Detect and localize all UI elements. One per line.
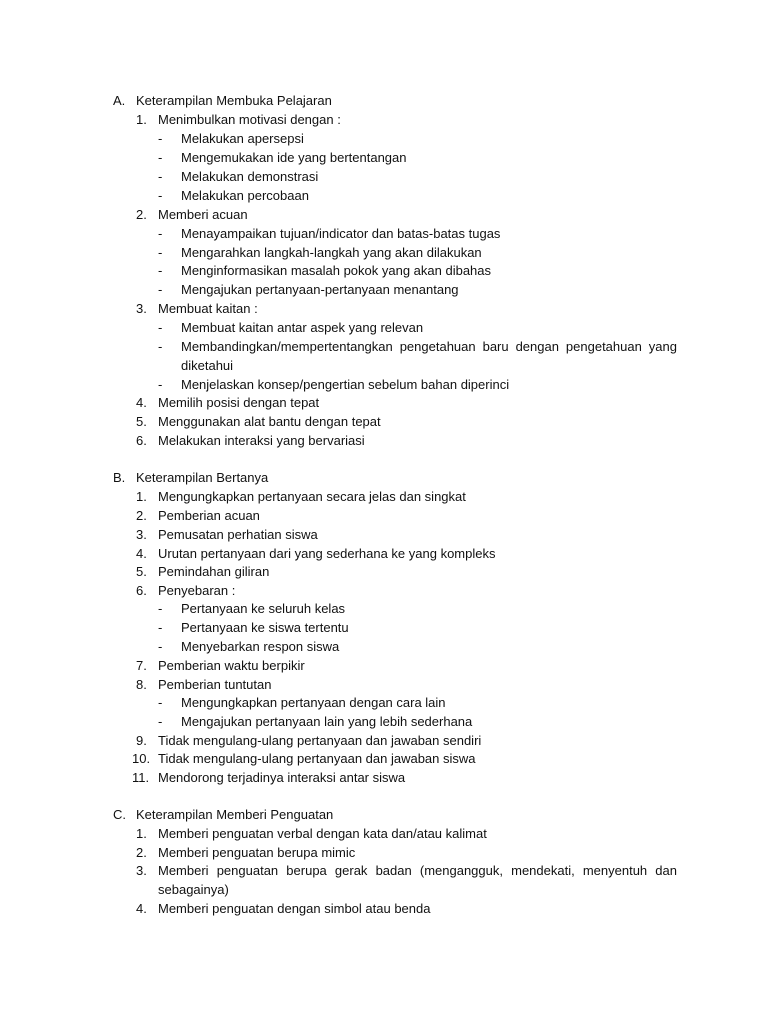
dash-bullet: - — [158, 639, 163, 654]
dash-bullet: - — [158, 188, 163, 203]
sub-item: Membandingkan/mempertentangkan pengetahuan baru dengan pengetahuan yang — [181, 339, 677, 354]
sub-item: Melakukan apersepsi — [181, 131, 304, 146]
section-title: Keterampilan Bertanya — [136, 470, 269, 485]
list-item: Pemusatan perhatian siswa — [158, 527, 318, 542]
list-item: Pemberian tuntutan — [158, 677, 272, 692]
sub-item: Melakukan percobaan — [181, 188, 309, 203]
sub-item: Menayampaikan tujuan/indicator dan batas-batas tugas — [181, 226, 501, 241]
item-number: 2. — [136, 508, 147, 523]
section-letter: A. — [113, 93, 126, 108]
list-item: Memberi penguatan dengan simbol atau benda — [158, 901, 431, 916]
list-item: Mengungkapkan pertanyaan secara jelas dan singkat — [158, 489, 466, 504]
dash-bullet: - — [158, 131, 163, 146]
list-item: Mendorong terjadinya interaksi antar siswa — [158, 770, 406, 785]
list-item-continuation: sebagainya) — [158, 882, 229, 897]
dash-bullet: - — [158, 601, 163, 616]
item-number: 10. — [132, 751, 151, 766]
item-number: 2. — [136, 845, 147, 860]
sub-item: Pertanyaan ke seluruh kelas — [181, 601, 346, 616]
list-item: Tidak mengulang-ulang pertanyaan dan jawaban siswa — [158, 751, 476, 766]
list-item: Membuat kaitan : — [158, 301, 258, 316]
list-item: Pemindahan giliran — [158, 564, 270, 579]
item-number: 11. — [132, 770, 150, 785]
sub-item: Menyebarkan respon siswa — [181, 639, 340, 654]
list-item: Melakukan interaksi yang bervariasi — [158, 433, 365, 448]
list-item: Pemberian acuan — [158, 508, 260, 523]
list-item: Memberi penguatan verbal dengan kata dan/atau kalimat — [158, 826, 487, 841]
list-item: Memilih posisi dengan tepat — [158, 395, 320, 410]
sub-item-continuation: diketahui — [181, 358, 234, 373]
dash-bullet: - — [158, 714, 163, 729]
dash-bullet: - — [158, 695, 163, 710]
dash-bullet: - — [158, 320, 163, 335]
item-number: 4. — [136, 546, 147, 561]
item-number: 1. — [136, 112, 147, 127]
item-number: 4. — [136, 395, 147, 410]
item-number: 6. — [136, 433, 147, 448]
dash-bullet: - — [158, 620, 163, 635]
sub-item: Mengungkapkan pertanyaan dengan cara lain — [181, 695, 446, 710]
dash-bullet: - — [158, 226, 163, 241]
sub-item: Menjelaskan konsep/pengertian sebelum bahan diperinci — [181, 377, 510, 392]
sub-item: Mengemukakan ide yang bertentangan — [181, 150, 407, 165]
list-item: Menimbulkan motivasi dengan : — [158, 112, 341, 127]
sub-item: Mengajukan pertanyaan-pertanyaan menantang — [181, 282, 459, 297]
item-number: 2. — [136, 207, 147, 222]
dash-bullet: - — [158, 245, 163, 260]
dash-bullet: - — [158, 377, 163, 392]
list-item: Pemberian waktu berpikir — [158, 658, 305, 673]
sub-item: Menginformasikan masalah pokok yang akan dibahas — [181, 263, 492, 278]
item-number: 6. — [136, 583, 147, 598]
item-number: 4. — [136, 901, 147, 916]
section-letter: B. — [113, 470, 126, 485]
dash-bullet: - — [158, 339, 163, 354]
item-number: 9. — [136, 733, 147, 748]
sub-item: Pertanyaan ke siswa tertentu — [181, 620, 349, 635]
item-number: 3. — [136, 863, 147, 878]
item-number: 3. — [136, 527, 147, 542]
item-number: 3. — [136, 301, 147, 316]
item-number: 7. — [136, 658, 147, 673]
sub-item: Membuat kaitan antar aspek yang relevan — [181, 320, 424, 335]
sub-item: Melakukan demonstrasi — [181, 169, 319, 184]
item-number: 8. — [136, 677, 147, 692]
dash-bullet: - — [158, 150, 163, 165]
item-number: 5. — [136, 564, 147, 579]
dash-bullet: - — [158, 169, 163, 184]
list-item: Tidak mengulang-ulang pertanyaan dan jawaban sendiri — [158, 733, 482, 748]
dash-bullet: - — [158, 282, 163, 297]
section-title: Keterampilan Memberi Penguatan — [136, 807, 334, 822]
list-item: Memberi penguatan berupa mimic — [158, 845, 356, 860]
sub-item: Mengajukan pertanyaan lain yang lebih sederhana — [181, 714, 473, 729]
section-title: Keterampilan Membuka Pelajaran — [136, 93, 332, 108]
list-item: Memberi acuan — [158, 207, 248, 222]
list-item: Urutan pertanyaan dari yang sederhana ke yang kompleks — [158, 546, 496, 561]
item-number: 1. — [136, 489, 147, 504]
section-letter: C. — [113, 807, 126, 822]
list-item: Menggunakan alat bantu dengan tepat — [158, 414, 381, 429]
list-item: Penyebaran : — [158, 583, 236, 598]
list-item: Memberi penguatan berupa gerak badan (mengangguk, mendekati, menyentuh dan — [158, 863, 677, 878]
item-number: 5. — [136, 414, 147, 429]
dash-bullet: - — [158, 263, 163, 278]
sub-item: Mengarahkan langkah-langkah yang akan dilakukan — [181, 245, 482, 260]
item-number: 1. — [136, 826, 147, 841]
